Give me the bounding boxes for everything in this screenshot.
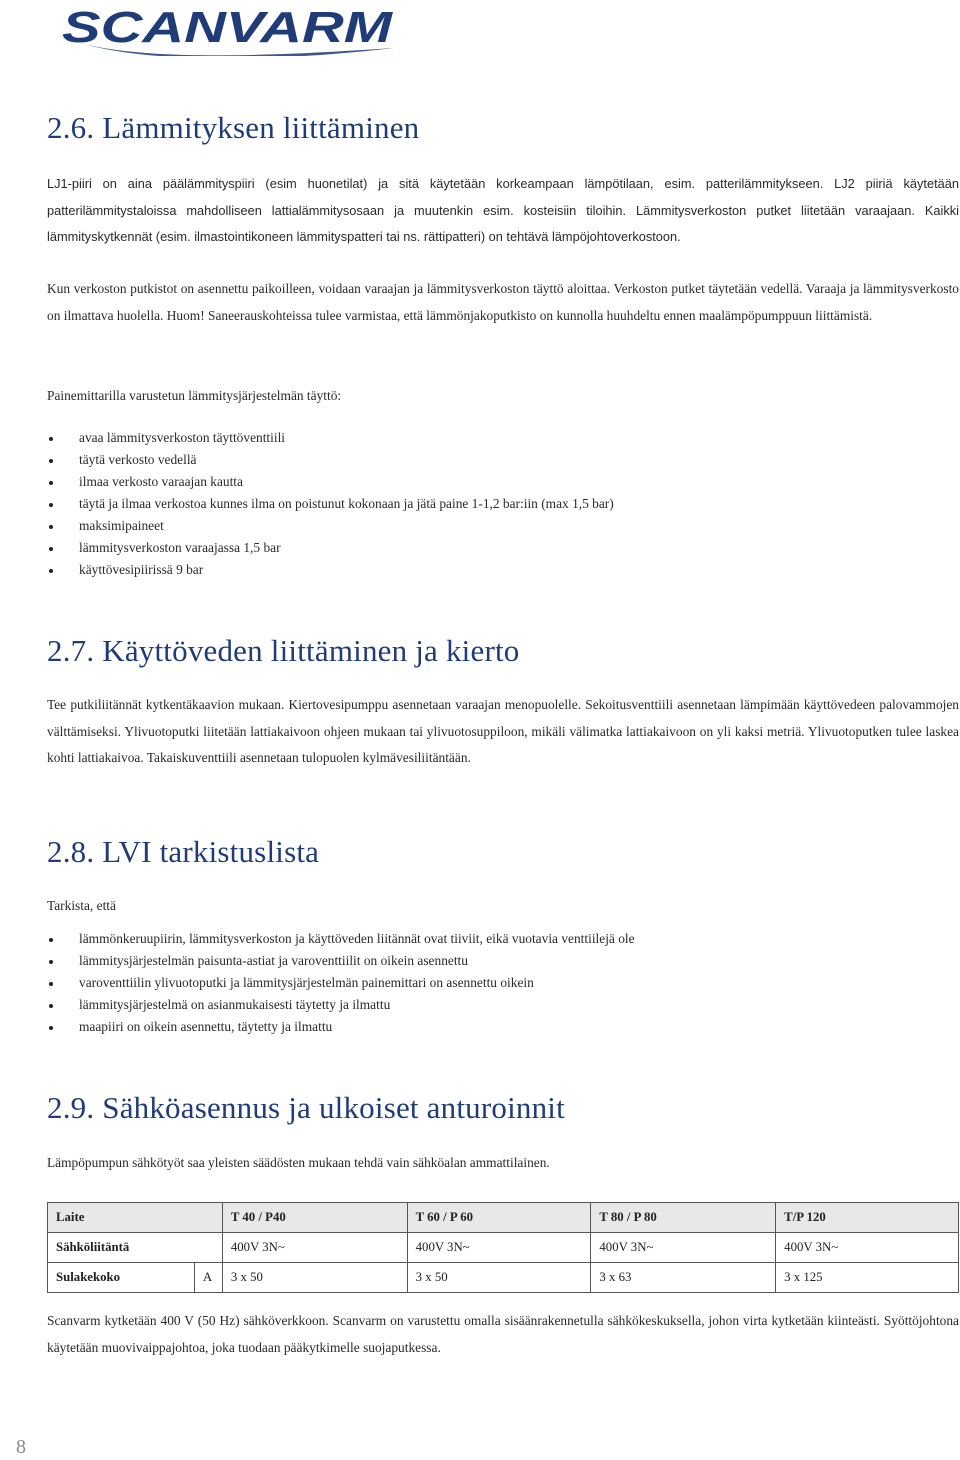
section-heading-2-7: 2.7. Käyttöveden liittäminen ja kierto <box>47 633 520 668</box>
list-item: varoventtiilin ylivuotoputki ja lämmitysjärjestelmän painemittari on asennettu oikein <box>47 972 635 994</box>
scanvarm-logo <box>54 4 399 56</box>
table-cell: 3 x 63 <box>591 1263 776 1293</box>
paragraph-hot-water: Tee putkiliitännät kytkentäkaavion mukaan. Kiertovesipumppu asennetaan varaajan menopuolelle. Sekoitusventtiili asennetaan lämpimään käyttövedeen palovammojen välttämiseksi. Ylivuotoputki liitetään lattiakaivoon ohjeen mukaan tai ylivuotosuppiloon, mikäli välimatka lattiakaivoon on yli kaksi metriä. Ylivuotoputken tulee laskea kohti lattiakaivoa. Takaiskuventtiili asennetaan tulopuolen kylmävesiliitäntään. <box>47 697 959 765</box>
electrical-spec-table <box>47 1202 959 1293</box>
table-header-cell: T 40 / P40 <box>222 1203 407 1233</box>
table-cell: 400V 3N~ <box>776 1233 959 1263</box>
list-item: avaa lämmitysverkoston täyttöventtiili <box>47 427 614 449</box>
table-header-cell: T 60 / P 60 <box>407 1203 591 1233</box>
list-item: lämmitysjärjestelmän paisunta-astiat ja varoventtiilit on oikein asennettu <box>47 950 635 972</box>
filling-steps-list <box>47 427 614 581</box>
section-heading-2-6: 2.6. Lämmityksen liittäminen <box>47 110 420 145</box>
list-item: lämmitysjärjestelmä on asianmukaisesti täytetty ja ilmattu <box>47 994 635 1016</box>
section-heading-2-9: 2.9. Sähköasennus ja ulkoiset anturoinnit <box>47 1090 565 1125</box>
table-cell: 3 x 125 <box>776 1263 959 1293</box>
table-cell: 3 x 50 <box>407 1263 591 1293</box>
paragraph-filling-intro: Painemittarilla varustetun lämmitysjärjestelmän täyttö: <box>47 388 342 403</box>
table-cell: 400V 3N~ <box>407 1233 591 1263</box>
table-header-row <box>48 1203 959 1233</box>
paragraph-heating-circuits: LJ1-piiri on aina päälämmityspiiri (esim huonetilat) ja sitä käytetään korkeampaan lämpötilaan, esim. patterilämmitykseen. LJ2 piiriä käytetään patterilämmitystaloissa mahdolliseen lattialämmitysosaan ja muutenkin esim. kosteisiin tiloihin. Lämmitysverkoston putket liitetään varaajaan. Kaikki lämmityskytkennät (esim. ilmastointikoneen lämmityspatteri tai ns. rättipatteri) on tehtävä lämpöjohtoverkostoon. <box>47 176 959 244</box>
table-header-cell: T/P 120 <box>776 1203 959 1233</box>
paragraph-filling: Kun verkoston putkistot on asennettu paikoilleen, voidaan varaajan ja lämmitysverkoston täyttö aloittaa. Verkoston putket täytetään vedellä. Varaaja ja lämmitysverkosto on ilmattava huolella. Huom! Saneerauskohteissa tulee varmistaa, että lämmönjakoputkisto on kunnolla huuhdeltu ennen maalämpöpumppuun liittämistä. <box>47 281 959 323</box>
list-item: ilmaa verkosto varaajan kautta <box>47 471 614 493</box>
table-header-cell: Laite <box>48 1203 223 1233</box>
checklist-intro: Tarkista, että <box>47 898 116 913</box>
checklist <box>47 928 635 1038</box>
list-item: maksimipaineet <box>47 515 614 537</box>
paragraph-electrical-connection: Scanvarm kytketään 400 V (50 Hz) sähköverkkoon. Scanvarm on varustettu omalla sisäänrakennetulla sähkökeskuksella, johon virta kytketään kiinteästi. Syöttöjohtona käytetään muovivaippajohtoa, joka tuodaan pääkytkimelle suojaputkessa. <box>47 1313 959 1355</box>
section-heading-2-8: 2.8. LVI tarkistuslista <box>47 834 320 869</box>
table-cell: 3 x 50 <box>222 1263 407 1293</box>
list-item: käyttövesipiirissä 9 bar <box>47 559 614 581</box>
row-label: Sulakekoko <box>48 1263 195 1293</box>
unit-cell: A <box>194 1263 222 1293</box>
table-row <box>48 1263 959 1293</box>
table-header-cell: T 80 / P 80 <box>591 1203 776 1233</box>
list-item: lämmitysverkoston varaajassa 1,5 bar <box>47 537 614 559</box>
paragraph-electrical-intro: Lämpöpumpun sähkötyöt saa yleisten säädösten mukaan tehdä vain sähköalan ammattilainen. <box>47 1155 550 1170</box>
row-label: Sähköliitäntä <box>48 1233 223 1263</box>
table-cell: 400V 3N~ <box>591 1233 776 1263</box>
list-item: täytä ja ilmaa verkostoa kunnes ilma on poistunut kokonaan ja jätä paine 1-1,2 bar:iin (max 1,5 bar) <box>47 493 614 515</box>
page-number: 8 <box>16 1436 26 1458</box>
logo-text: SCANVARM <box>62 4 394 52</box>
table-row <box>48 1233 959 1263</box>
list-item: maapiiri on oikein asennettu, täytetty ja ilmattu <box>47 1016 635 1038</box>
table-cell: 400V 3N~ <box>222 1233 407 1263</box>
list-item: täytä verkosto vedellä <box>47 449 614 471</box>
list-item: lämmönkeruupiirin, lämmitysverkoston ja käyttöveden liitännät ovat tiiviit, eikä vuotavia venttiilejä ole <box>47 928 635 950</box>
